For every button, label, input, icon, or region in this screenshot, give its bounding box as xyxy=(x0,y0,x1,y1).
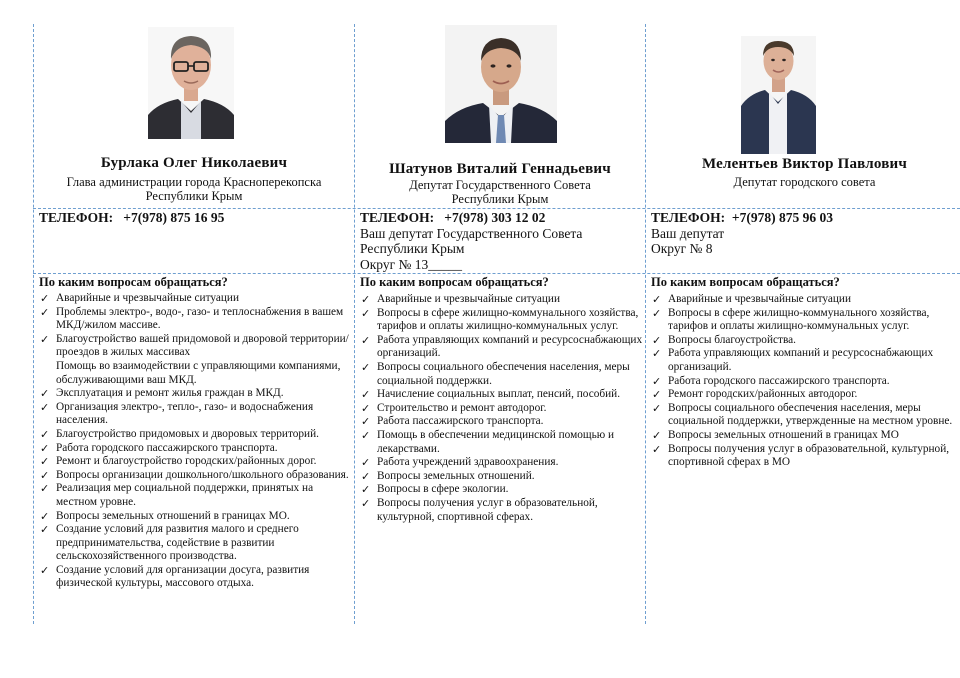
list-item xyxy=(360,307,643,334)
list-item-text: Работа управляющих компаний и ресурсоснабжающих организаций. xyxy=(377,333,643,360)
list-item-text: Вопросы благоустройства. xyxy=(668,333,796,346)
contact-line: Округ № 13_____ xyxy=(360,256,463,272)
checkmark-icon: ✓ xyxy=(40,523,50,537)
phone-number: +7(978) 875 96 03 xyxy=(731,210,833,225)
contact-block xyxy=(360,210,641,272)
list-item xyxy=(39,401,352,428)
list-item-text: Вопросы социального обеспечения населения, меры социальной поддержки. xyxy=(377,360,630,387)
list-item-text: Вопросы в сфере жилищно-коммунального хозяйства, тарифов и оплаты жилищно-коммунальных услуг. xyxy=(668,306,930,333)
list-item-text: Работа пассажирского транспорта. xyxy=(377,415,544,428)
checkmark-icon: ✓ xyxy=(40,332,50,346)
list-item xyxy=(360,497,643,524)
checkmark-icon: ✓ xyxy=(40,482,50,496)
checkmark-icon: ✓ xyxy=(652,347,662,361)
list-item-text: Работа городского пассажирского транспорта. xyxy=(56,441,278,454)
checkmark-icon: ✓ xyxy=(361,496,371,510)
checkmark-icon: ✓ xyxy=(652,374,662,388)
official-name: Шатунов Виталий Геннадьевич xyxy=(389,161,611,177)
list-item xyxy=(39,469,352,483)
contact-line: Ваш депутат xyxy=(651,225,725,241)
checkmark-icon: ✓ xyxy=(361,306,371,320)
list-item-text: Вопросы в сфере жилищно-коммунального хозяйства, тарифов и оплаты жилищно-коммунальных услуг. xyxy=(377,306,639,333)
list-item xyxy=(39,442,352,456)
questions-title: По каким вопросам обращаться? xyxy=(360,275,549,289)
checkmark-icon: ✓ xyxy=(40,509,50,523)
list-item-text: Работа учреждений здравоохранения. xyxy=(377,456,559,469)
checkmark-icon: ✓ xyxy=(361,428,371,442)
list-item xyxy=(39,510,352,524)
list-item xyxy=(360,388,643,402)
list-item-text: Вопросы земельных отношений в границах МО xyxy=(668,428,899,441)
list-item-text: Эксплуатация и ремонт жилья граждан в МКД. xyxy=(56,387,284,400)
official-role-line: Республики Крым xyxy=(451,192,549,206)
list-item xyxy=(39,455,352,469)
list-item xyxy=(651,429,960,443)
list-item xyxy=(360,483,643,497)
list-item xyxy=(360,293,643,307)
checkmark-icon: ✓ xyxy=(652,388,662,402)
list-item xyxy=(360,470,643,484)
list-item-text: Аварийные и чрезвычайные ситуации xyxy=(668,293,852,305)
questions-list xyxy=(360,293,643,524)
checkmark-icon: ✓ xyxy=(40,400,50,414)
contacts-sheet xyxy=(33,24,960,624)
list-item-text: Работа управляющих компаний и ресурсоснабжающих организаций. xyxy=(668,347,934,373)
checkmark-icon: ✓ xyxy=(40,563,50,577)
questions-list xyxy=(651,293,960,470)
official-name: Бурлака Олег Николаевич xyxy=(100,155,288,171)
contact-line: Республики Крым xyxy=(360,241,465,256)
list-item xyxy=(651,402,960,429)
checkmark-icon: ✓ xyxy=(40,468,50,482)
portrait-icon xyxy=(148,27,234,139)
contact-block xyxy=(39,210,350,226)
list-item xyxy=(39,333,352,360)
portrait-icon xyxy=(741,36,816,154)
questions-title: По каким вопросам обращаться? xyxy=(651,275,840,289)
official-role-line: Депутат городского совета xyxy=(733,175,876,189)
list-item-text: Ремонт и благоустройство городских/районных дорог. xyxy=(56,455,317,468)
list-item-text: Создание условий для развития малого и среднего предпринимательства, содействие в развитии сельскохозяйственного производства. xyxy=(56,523,299,563)
phone-line xyxy=(651,210,959,226)
list-item-text: Реализация мер социальной поддержки, принятых на местном уровне. xyxy=(56,482,314,508)
official-role-line: Республики Крым xyxy=(145,189,243,203)
list-item-text: Вопросы социального обеспечения населения, меры социальной поддержки, утвержденные на местном уровне. xyxy=(668,401,953,428)
questions-title: По каким вопросам обращаться? xyxy=(39,275,228,289)
list-item-text: Создание условий для организации досуга, развития физической культуры, массового отдыха. xyxy=(56,563,310,590)
list-item xyxy=(39,523,352,564)
checkmark-icon: ✓ xyxy=(361,469,371,483)
phone-number: +7(978) 303 12 02 xyxy=(444,210,546,225)
phone-label: ТЕЛЕФОН: xyxy=(39,210,114,225)
phone-number: +7(978) 875 16 95 xyxy=(123,210,225,225)
checkmark-icon: ✓ xyxy=(361,456,371,470)
phone-line xyxy=(39,210,350,226)
list-item xyxy=(651,293,960,307)
checkmark-icon: ✓ xyxy=(361,293,371,306)
list-item xyxy=(360,415,643,429)
contact-block xyxy=(651,210,959,257)
official-role-line: Глава администрации города Красноперекопска xyxy=(66,175,322,189)
list-item-text: Вопросы земельных отношений. xyxy=(377,469,535,482)
checkmark-icon: ✓ xyxy=(361,415,371,429)
list-item xyxy=(360,361,643,388)
list-item-text: Помощь в обеспечении медицинской помощью и лекарствами. xyxy=(377,428,615,455)
list-item-text: Благоустройство вашей придомовой и дворовой территории/проездов в жилых массивах xyxy=(56,332,349,359)
list-item xyxy=(39,306,352,333)
list-item-text: Работа городского пассажирского транспорта. xyxy=(668,374,890,387)
list-item-text: Начисление социальных выплат, пенсий, пособий. xyxy=(377,388,621,401)
phone-line xyxy=(360,210,641,226)
list-item-text: Вопросы организации дошкольного/школьного образования. xyxy=(56,468,349,481)
list-item xyxy=(360,429,643,456)
list-item-text: Вопросы получения услуг в образовательной, культурной, спортивной сферах в МО xyxy=(668,442,950,469)
official-photo xyxy=(741,36,816,154)
checkmark-icon: ✓ xyxy=(361,333,371,347)
list-item xyxy=(651,347,960,374)
portrait-icon xyxy=(445,25,557,143)
checkmark-icon: ✓ xyxy=(652,401,662,415)
checkmark-icon: ✓ xyxy=(361,388,371,402)
list-item-text: Вопросы земельных отношений в границах МО. xyxy=(56,509,290,522)
list-item-text: Проблемы электро-, водо-, газо- и теплоснабжения в вашем МКД/жилом массиве. xyxy=(56,305,344,332)
official-column-shatunov xyxy=(355,24,645,624)
official-photo xyxy=(148,27,234,139)
list-item xyxy=(651,307,960,334)
checkmark-icon: ✓ xyxy=(361,360,371,374)
list-item-text: Строительство и ремонт автодорог. xyxy=(377,401,547,414)
contact-line: Ваш депутат Государственного Совета xyxy=(360,225,583,241)
list-item xyxy=(39,292,352,306)
checkmark-icon: ✓ xyxy=(40,387,50,401)
list-item-note xyxy=(39,360,352,387)
checkmark-icon: ✓ xyxy=(40,292,50,305)
list-item xyxy=(39,564,352,591)
list-item xyxy=(360,334,643,361)
list-item xyxy=(651,443,960,470)
list-item xyxy=(360,402,643,416)
list-item xyxy=(651,375,960,389)
checkmark-icon: ✓ xyxy=(361,483,371,497)
list-item-text: Ремонт городских/районных автодорог. xyxy=(668,388,858,401)
checkmark-icon: ✓ xyxy=(652,333,662,347)
list-item xyxy=(360,456,643,470)
list-item-text: Благоустройство придомовых и дворовых территорий. xyxy=(56,427,319,440)
questions-list xyxy=(39,292,352,591)
list-item xyxy=(651,388,960,402)
checkmark-icon: ✓ xyxy=(652,428,662,442)
contact-line: Округ № 8 xyxy=(651,241,713,256)
checkmark-icon: ✓ xyxy=(652,293,662,306)
checkmark-icon: ✓ xyxy=(40,427,50,441)
official-photo xyxy=(445,25,557,143)
list-item xyxy=(39,428,352,442)
checkmark-icon: ✓ xyxy=(361,401,371,415)
official-column-burlaka xyxy=(34,24,354,624)
checkmark-icon: ✓ xyxy=(40,441,50,455)
official-role-line: Депутат Государственного Совета xyxy=(409,178,591,192)
checkmark-icon: ✓ xyxy=(652,442,662,456)
checkmark-icon: ✓ xyxy=(40,305,50,319)
list-item xyxy=(651,334,960,348)
list-item-text: Аварийные и чрезвычайные ситуации xyxy=(377,293,561,305)
list-item-text: Организация электро-, тепло-, газо- и водоснабжения населения. xyxy=(56,400,314,427)
official-column-melentyev xyxy=(646,24,960,624)
list-item xyxy=(39,387,352,401)
checkmark-icon: ✓ xyxy=(40,455,50,469)
checkmark-icon: ✓ xyxy=(652,306,662,320)
phone-label: ТЕЛЕФОН: xyxy=(360,210,435,225)
official-name: Мелентьев Виктор Павлович xyxy=(701,156,907,172)
list-item-note-text: Помощь во взаимодействии с управляющими компаниями, обслуживающими ваш МКД. xyxy=(56,359,341,386)
list-item-text: Вопросы в сфере экологии. xyxy=(377,483,509,496)
list-item-text: Аварийные и чрезвычайные ситуации xyxy=(56,292,240,304)
list-item-text: Вопросы получения услуг в образовательной, культурной, спортивной сферах. xyxy=(377,496,598,523)
list-item xyxy=(39,482,352,509)
phone-label: ТЕЛЕФОН: xyxy=(651,210,726,225)
